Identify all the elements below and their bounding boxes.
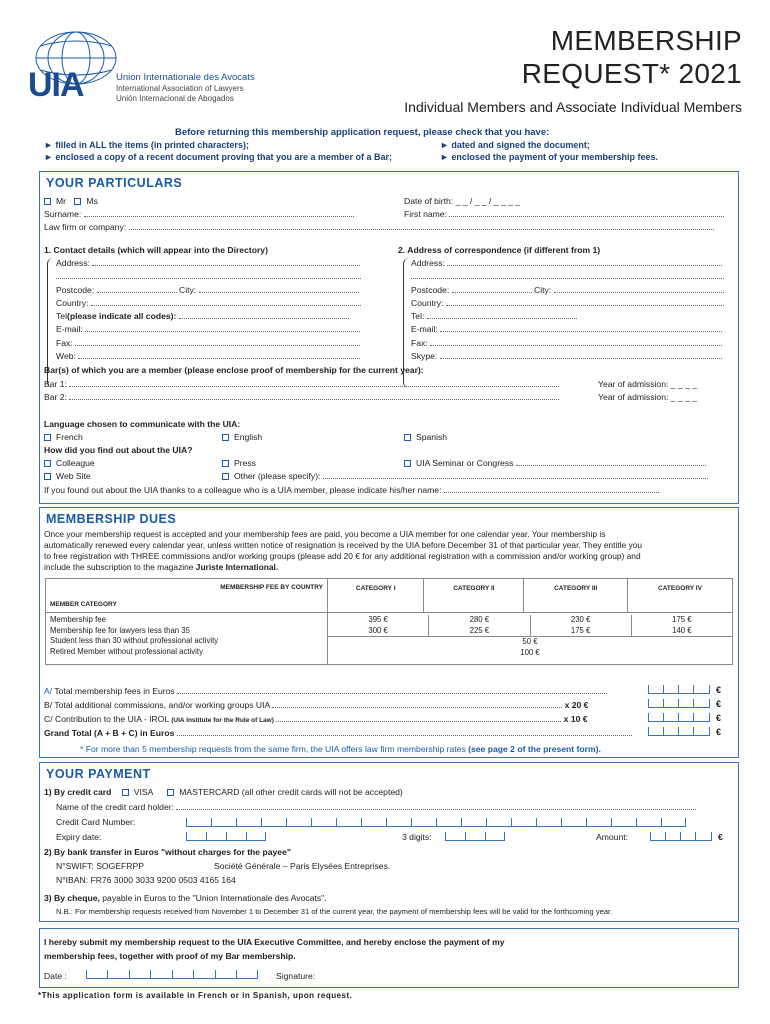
- country-label: Country:: [56, 298, 89, 308]
- surname-field[interactable]: [84, 209, 354, 217]
- amount-label: Amount:: [596, 832, 629, 842]
- email-label: E-mail:: [56, 324, 83, 334]
- bar1-year-field[interactable]: _ _ _ _: [670, 379, 698, 389]
- corr-country-field[interactable]: [446, 298, 724, 306]
- corr-postcode-label: Postcode:: [411, 285, 450, 295]
- fee-cell: 300 €: [368, 625, 388, 635]
- spanish-label: Spanish: [416, 432, 448, 442]
- total-a-label: Total membership fees in Euros: [54, 686, 175, 696]
- total-c-dots: [276, 714, 561, 722]
- corr-tel-field[interactable]: [427, 311, 577, 319]
- card-number-input[interactable]: [186, 815, 686, 827]
- mr-label: Mr: [56, 196, 67, 206]
- total-a-prefix: A/: [44, 686, 53, 696]
- other-checkbox[interactable]: [222, 473, 229, 480]
- press-label: Press: [234, 458, 256, 468]
- corr-country-label: Country:: [411, 298, 444, 308]
- bank-transfer-label: 2) By bank transfer in Euros "without charges for the payee": [44, 847, 291, 857]
- payment-note: N.B.: For membership requests received from November 1 to December 31 of the current year, the payment of membership fees will be valid for the forthcoming year.: [56, 907, 613, 916]
- seminar-field[interactable]: [516, 458, 706, 466]
- ms-checkbox[interactable]: [74, 198, 81, 205]
- lawfirm-field[interactable]: [129, 222, 714, 230]
- fees-head-cat2: CATEGORY II: [424, 579, 524, 613]
- tel-hint: (please indicate all codes):: [67, 311, 177, 321]
- total-c-note: (UIA Institute for the Rule of Law): [171, 717, 274, 724]
- fee-cell: 280 €: [469, 615, 490, 624]
- particulars-title: YOUR PARTICULARS: [46, 176, 183, 190]
- fee-cell: 175 €: [570, 625, 591, 635]
- colleague-label: Colleague: [56, 458, 95, 468]
- checklist-intro: Before returning this membership application request, please check that you have:: [175, 127, 550, 138]
- submission-line-2: membership fees, together with proof of my Bar membership.: [44, 951, 296, 961]
- dob-field[interactable]: _ _ / _ _ / _ _ _ _: [455, 196, 521, 206]
- postcode-field[interactable]: [97, 285, 177, 293]
- city-field[interactable]: [199, 285, 359, 293]
- bar1-year-label: Year of admission:: [598, 379, 669, 389]
- uia-logo: [28, 26, 118, 106]
- seminar-label: UIA Seminar or Congress: [416, 458, 514, 468]
- english-label: English: [234, 432, 263, 442]
- swift-code: N°SWIFT: SOGEFRPP: [56, 861, 144, 871]
- date-label: Date :: [44, 971, 67, 981]
- payment-section: [39, 762, 739, 922]
- bar1-label: Bar 1:: [44, 379, 67, 389]
- corr-email-label: E-mail:: [411, 324, 438, 334]
- fees-head-cat4: CATEGORY IV: [627, 579, 732, 613]
- footer-note: *This application form is available in French or in Spanish, upon request.: [38, 991, 353, 1000]
- dues-para-4-text: include the subscription to the magazine: [44, 562, 196, 572]
- fee-cell: 230 €: [570, 615, 591, 624]
- lawfirm-row: [44, 222, 714, 232]
- fax-field[interactable]: [75, 338, 360, 346]
- corr-address-label: Address:: [411, 258, 445, 268]
- spanish-checkbox[interactable]: [404, 434, 411, 441]
- total-c-label: C/ Contribution to the UIA - IROL: [44, 714, 169, 724]
- colleague-name-field[interactable]: [444, 485, 659, 493]
- fee-cell: 175 €: [672, 615, 692, 624]
- french-checkbox[interactable]: [44, 434, 51, 441]
- dues-para-4: [44, 562, 278, 572]
- form-subtitle: Individual Members and Associate Individual Members: [404, 99, 742, 115]
- corr-skype-label: Skype:: [411, 351, 438, 361]
- magazine-name: Juriste International.: [195, 562, 279, 572]
- address-field[interactable]: [92, 258, 360, 266]
- visa-checkbox[interactable]: [122, 789, 129, 796]
- fees-row-labels: [46, 613, 328, 665]
- expiry-label: Expiry date:: [56, 832, 102, 842]
- corr-city-field[interactable]: [554, 285, 724, 293]
- cvv-input[interactable]: [445, 829, 505, 841]
- fee-row-label: Membership fee for lawyers less than 35: [50, 625, 190, 635]
- euro-sign: €: [716, 713, 722, 723]
- corr-fax-label: Fax:: [411, 338, 428, 348]
- cheque-label: 3) By cheque,: [44, 893, 100, 903]
- address-label: Address:: [56, 258, 90, 268]
- bar2-label: Bar 2:: [44, 392, 67, 402]
- dob-label: Date of birth:: [404, 196, 454, 206]
- date-input[interactable]: [86, 967, 258, 979]
- mr-checkbox[interactable]: [44, 198, 51, 205]
- email-field[interactable]: [85, 324, 360, 332]
- fee-row-label: Membership fee: [50, 615, 106, 624]
- address-field-2[interactable]: [56, 271, 361, 279]
- mastercard-checkbox[interactable]: [167, 789, 174, 796]
- other-field[interactable]: [323, 471, 708, 479]
- correspondence-title: 2. Address of correspondence (if different from 1): [398, 245, 601, 255]
- fees-head-cat3: CATEGORY III: [524, 579, 628, 613]
- org-name-en: International Association of Lawyers: [116, 84, 244, 93]
- corr-city-label: City:: [534, 285, 552, 295]
- total-c-multiplier: x 10 €: [563, 714, 588, 724]
- salutation-row: [44, 196, 98, 206]
- find-title: How did you find out about the UIA?: [44, 445, 193, 455]
- submission-section: [39, 928, 739, 988]
- grand-total-input[interactable]: [648, 724, 710, 736]
- fee-row-label: Retired Member without professional activity: [50, 646, 203, 656]
- language-title: Language chosen to communicate with the UIA:: [44, 419, 241, 429]
- logo-letters: UIA: [28, 66, 84, 104]
- fee-cell-retired: 100 €: [520, 647, 540, 657]
- fee-cell: 395 €: [368, 615, 388, 624]
- fax-label: Fax:: [56, 338, 73, 348]
- credit-card-label: 1) By credit card: [44, 787, 112, 797]
- form-title-line2: REQUEST* 2021: [521, 58, 742, 89]
- french-label: French: [56, 432, 83, 442]
- surname-row: [44, 209, 354, 219]
- colleague-checkbox[interactable]: [44, 460, 51, 467]
- corr-tel-label: Tel:: [411, 311, 425, 321]
- org-name: Union Internationale des Avocats: [116, 72, 255, 83]
- amount-input[interactable]: [650, 829, 712, 841]
- form-title-line1: MEMBERSHIP: [550, 25, 742, 56]
- colleague-name-label: If you found out about the UIA thanks to a colleague who is a UIA member, please indicate his/her name:: [44, 485, 442, 495]
- total-b-input[interactable]: [648, 696, 710, 708]
- press-checkbox[interactable]: [222, 460, 229, 467]
- bar2-field[interactable]: [69, 392, 559, 400]
- checklist-item-payment: ► enclosed the payment of your membership fees.: [440, 152, 658, 162]
- cardholder-field[interactable]: [176, 802, 696, 810]
- bank-name: Société Générale – Paris Elysées Entreprises.: [214, 861, 391, 871]
- country-field[interactable]: [91, 298, 361, 306]
- payment-title: YOUR PAYMENT: [46, 767, 151, 781]
- expiry-input[interactable]: [186, 829, 266, 841]
- grand-total-label: Grand Total (A + B + C) in Euros: [44, 728, 175, 738]
- cheque-text: payable in Euros to the "Union Internationale des Avocats".: [99, 893, 327, 903]
- dues-title: MEMBERSHIP DUES: [46, 512, 177, 526]
- dues-section: [39, 507, 739, 758]
- website-label: Web Site: [56, 471, 91, 481]
- fees-head-category: MEMBER CATEGORY: [50, 601, 117, 608]
- org-name-es: Unión Internacional de Abogados: [116, 94, 234, 103]
- corr-skype-field[interactable]: [440, 351, 722, 359]
- bar2-year-field[interactable]: _ _ _ _: [670, 392, 698, 402]
- web-field[interactable]: [78, 351, 360, 359]
- checklist-item-sign: ► dated and signed the document;: [440, 140, 590, 150]
- euro-sign: €: [716, 685, 722, 695]
- total-a-input[interactable]: [648, 682, 710, 694]
- grand-total-dots: [177, 728, 632, 736]
- firstname-row: [404, 209, 724, 219]
- firm-rates-text: * For more than 5 membership requests from the same firm, the UIA offers law firm membership rates: [80, 744, 469, 754]
- fee-cell: 140 €: [672, 625, 692, 635]
- dues-para-3: to free registration with THREE commissions and/or working groups (please add 20 € for any additional registration with a commission and/or working group) and: [44, 551, 641, 561]
- fee-row-label: Student less than 30 without professional activity: [50, 636, 219, 645]
- postcode-label: Postcode:: [56, 285, 95, 295]
- dob-row: [404, 196, 520, 206]
- card-number-label: Credit Card Number:: [56, 817, 136, 827]
- corr-postcode-field[interactable]: [452, 285, 532, 293]
- dues-para-2: automatically renewed every calendar year, unless written notice of resignation is received by the UIA before December 31 of that particular year. They entitle you: [44, 540, 643, 550]
- total-b-label: B/ Total additional commissions, and/or working groups UIA: [44, 700, 270, 710]
- fees-head-cat1: CATEGORY I: [328, 579, 424, 613]
- bars-title: Bar(s) of which you are a member (please enclose proof of membership for the current year):: [44, 365, 424, 375]
- dues-para-1: Once your membership request is accepted and your membership fees are paid, you become a UIA member for one calendar year. Your membership is: [44, 529, 606, 539]
- bar1-field[interactable]: [69, 379, 559, 387]
- fee-cell-student: 50 €: [328, 636, 732, 648]
- lawfirm-label: Law firm or company:: [44, 222, 127, 232]
- corr-address-field-2[interactable]: [411, 271, 724, 279]
- web-label: Web:: [56, 351, 76, 361]
- iban-code: N°IBAN: FR76 3000 3033 9200 0503 4165 164: [56, 875, 236, 885]
- firstname-field[interactable]: [449, 209, 724, 217]
- english-checkbox[interactable]: [222, 434, 229, 441]
- bar2-year-label: Year of admission:: [598, 392, 669, 402]
- submission-line-1: I hereby submit my membership request to the UIA Executive Committee, and hereby enclose the payment of my: [44, 937, 505, 947]
- amount-euro-sign: €: [718, 832, 723, 842]
- fees-head-country: MEMBERSHIP FEE BY COUNTRY: [220, 584, 323, 591]
- visa-label: VISA: [133, 787, 153, 797]
- tel-field[interactable]: [179, 311, 349, 319]
- corr-email-field[interactable]: [440, 324, 722, 332]
- firm-rates-link[interactable]: (see page 2 of the present form).: [468, 744, 601, 754]
- corr-fax-field[interactable]: [430, 338, 722, 346]
- fees-table: [45, 578, 733, 665]
- cvv-label: 3 digits:: [402, 832, 432, 842]
- ms-label: Ms: [86, 196, 98, 206]
- total-c-input[interactable]: [648, 710, 710, 722]
- total-b-multiplier: x 20 €: [564, 700, 589, 710]
- mastercard-label: MASTERCARD (all other credit cards will not be accepted): [179, 787, 403, 797]
- firstname-label: First name:: [404, 209, 447, 219]
- checklist-item-fill: ► filled in ALL the items (in printed characters);: [44, 140, 249, 150]
- firm-rates-note: [80, 744, 601, 754]
- checklist-item-proof: ► enclosed a copy of a recent document proving that you are a member of a Bar;: [44, 152, 392, 162]
- seminar-checkbox[interactable]: [404, 460, 411, 467]
- fees-table-corner: [46, 579, 328, 613]
- corr-address-field[interactable]: [447, 258, 722, 266]
- signature-label: Signature:: [276, 971, 316, 981]
- fees-values: [328, 613, 733, 665]
- tel-label: Tel: [56, 311, 67, 321]
- other-label: Other (please specify):: [234, 471, 321, 481]
- euro-sign: €: [716, 727, 722, 737]
- particulars-section: [39, 171, 739, 504]
- contact-title: 1. Contact details (which will appear into the Directory): [44, 245, 268, 255]
- total-b-dots: [272, 700, 562, 708]
- fee-cell: 225 €: [469, 625, 490, 635]
- city-label: City:: [179, 285, 197, 295]
- total-a-dots: [177, 686, 607, 694]
- surname-label: Surname:: [44, 209, 82, 219]
- website-checkbox[interactable]: [44, 473, 51, 480]
- cardholder-label: Name of the credit card holder:: [56, 802, 174, 812]
- euro-sign: €: [716, 699, 722, 709]
